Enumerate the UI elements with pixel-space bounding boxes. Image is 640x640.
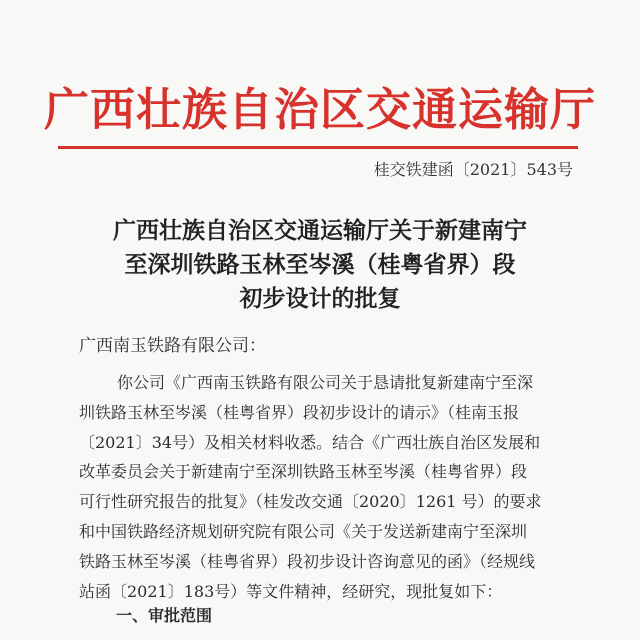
body-line: 你公司《广西南玉铁路有限公司关于恳请批复新建南宁至深 (117, 373, 534, 392)
body-line: 改革委员会关于新建南宁至深圳铁路玉林至岑溪（桂粤省界）段 (79, 462, 528, 482)
letterhead-title: 广西壮族自治区交通运输厅 (43, 83, 596, 136)
document-title-line: 广西壮族自治区交通运输厅关于新建南宁 (113, 217, 527, 244)
document-title (0, 214, 640, 316)
document-number: 桂交铁建函〔2021〕543号 (373, 160, 573, 179)
body-paragraph (79, 368, 591, 606)
section-heading: 一、审批范围 (116, 606, 213, 625)
body-line: 〔2021〕34号）及相关材料收悉。结合《广西壮族自治区发展和 (79, 432, 541, 452)
body-line: 和中国铁路经济规划研究院有限公司《关于发送新建南宁至深圳 (79, 521, 528, 541)
body-line: 圳铁路玉林至岑溪（桂粤省界）段初步设计的请示》（桂南玉报 (79, 402, 520, 422)
addressee: 广西南玉铁路有限公司： (79, 336, 266, 356)
document-title-line: 至深圳铁路玉林至岑溪（桂粤省界）段 (124, 251, 516, 278)
body-line: 可行性研究报告的批复》（桂发改交通〔2020〕1261 号）的要求 (79, 492, 542, 512)
document-title-line: 初步设计的批复 (239, 285, 401, 312)
body-line: 站函〔2021〕183号）等文件精神，经研究，现批复如下： (79, 581, 503, 601)
body-line: 铁路玉林至岑溪（桂粤省界）段初步设计咨询意见的函》（经规线 (79, 551, 536, 571)
letterhead-red-rule (58, 146, 578, 149)
